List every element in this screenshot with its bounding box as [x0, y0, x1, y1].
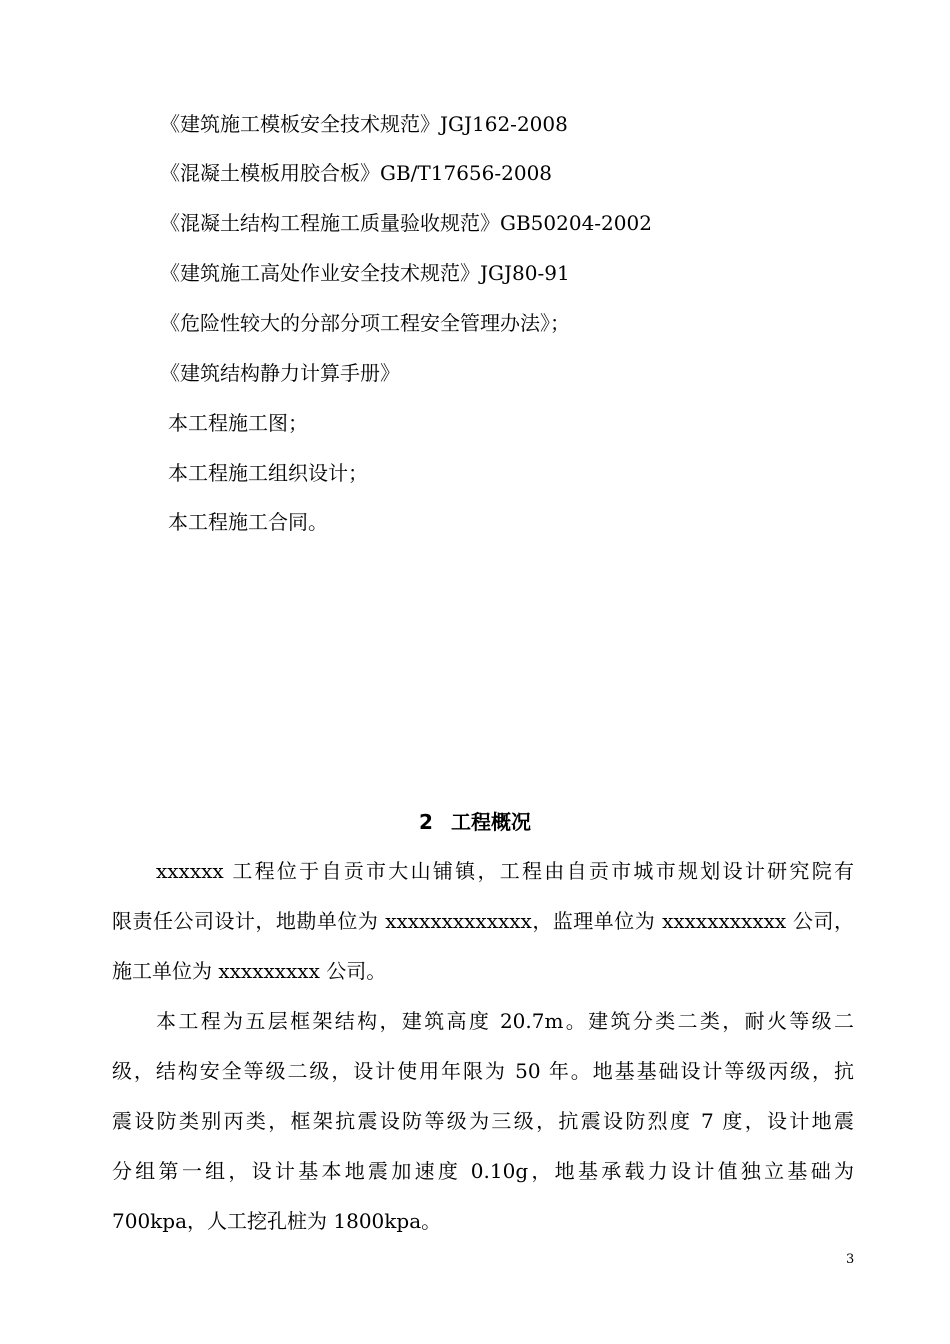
paragraph-line: 施工单位为 xxxxxxxxx 公司。: [112, 959, 387, 983]
paragraph-line: 震设防类别丙类，框架抗震设防等级为三级，抗震设防烈度 7 度，设计地震: [112, 1109, 854, 1133]
section-heading: [0, 808, 950, 836]
paragraph-line: 700kpa，人工挖孔桩为 1800kpa。: [112, 1209, 442, 1233]
paragraph-line: 分组第一组，设计基本地震加速度 0.10g，地基承载力设计值独立基础为: [112, 1159, 854, 1183]
reference-item: 本工程施工图；: [168, 411, 308, 435]
paragraph-line: xxxxxx 工程位于自贡市大山铺镇，工程由自贡市城市规划设计研究院有: [156, 859, 854, 883]
reference-item: 本工程施工组织设计；: [168, 461, 368, 485]
section-title: 工程概况: [450, 810, 531, 834]
page-number: 3: [846, 1252, 855, 1267]
paragraph-line: 本工程为五层框架结构，建筑高度 20.7m。建筑分类二类，耐火等级二: [156, 1009, 854, 1033]
reference-item: 《建筑结构静力计算手册》: [160, 361, 400, 385]
reference-item: 《建筑施工高处作业安全技术规范》JGJ80-91: [160, 261, 570, 285]
paragraph-line: 限责任公司设计，地勘单位为 xxxxxxxxxxxxx，监理单位为 xxxxxxxxxxx 公司，: [112, 909, 854, 933]
paragraph-line: 级，结构安全等级二级，设计使用年限为 50 年。地基基础设计等级丙级，抗: [112, 1059, 854, 1083]
section-number: 2: [419, 810, 433, 834]
reference-item: 《建筑施工模板安全技术规范》JGJ162-2008: [160, 112, 568, 136]
reference-item: 《混凝土结构工程施工质量验收规范》GB50204-2002: [160, 211, 652, 235]
reference-item: 《混凝土模板用胶合板》GB/T17656-2008: [160, 161, 553, 185]
reference-item: 本工程施工合同。: [168, 510, 328, 534]
reference-item: 《危险性较大的分部分项工程安全管理办法》；: [160, 311, 570, 335]
